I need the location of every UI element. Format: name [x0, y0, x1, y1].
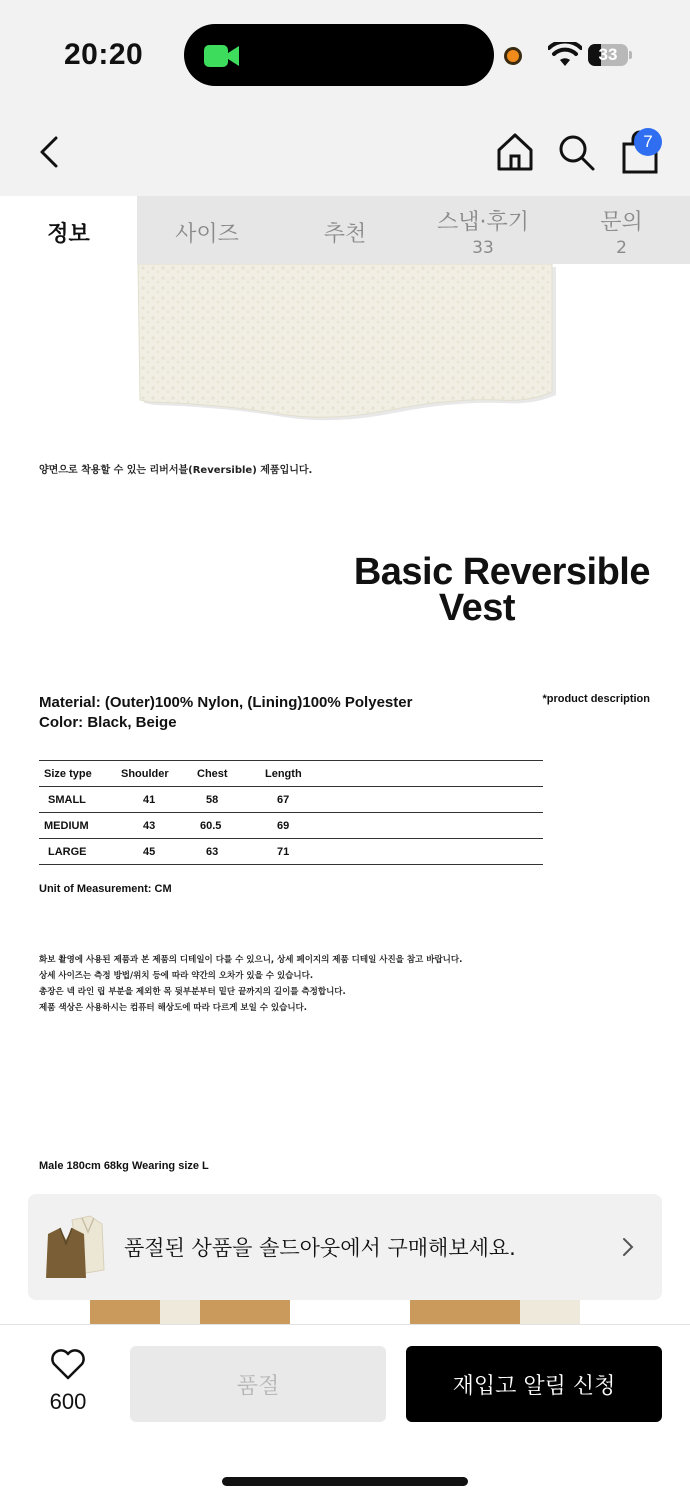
soldout-button[interactable]: 품절 [130, 1346, 386, 1422]
bottom-action-bar [0, 1324, 690, 1500]
table-row [39, 813, 543, 839]
restock-alert-button[interactable]: 재입고 알림 신청 [406, 1346, 662, 1422]
tab-info[interactable] [0, 196, 137, 264]
tab-count: 33 [472, 238, 494, 258]
cart-count-badge: 7 [634, 128, 662, 156]
table-cell: 58 [197, 787, 265, 813]
note-line: 상세 사이즈는 측정 방법/위치 등에 따라 약간의 오차가 있을 수 있습니다. [39, 971, 314, 981]
material-info [39, 693, 412, 733]
table-cell: 41 [121, 787, 197, 813]
table-cell: 69 [265, 813, 543, 839]
banner-text: 품절된 상품을 솔드아웃에서 구매해보세요. [124, 1236, 516, 1260]
table-header-row [39, 761, 543, 787]
table-cell: 45 [121, 839, 197, 865]
size-table [39, 760, 543, 865]
heart-icon[interactable] [50, 1349, 86, 1381]
product-notes [39, 952, 462, 1016]
product-detail-content [0, 264, 690, 1324]
tab-snap-review[interactable] [413, 196, 553, 264]
tab-count: 2 [616, 238, 627, 258]
soldout-banner[interactable] [28, 1194, 662, 1300]
back-arrow-icon[interactable] [36, 132, 64, 172]
note-line: 화보 촬영에 사용된 제품과 본 제품의 디테일이 다를 수 있으니, 상세 페이지의 제품 디테일 사진을 참고 바랍니다. [39, 955, 463, 965]
color-text: Color: Black, Beige [39, 714, 177, 731]
battery-level: 33 [598, 45, 618, 64]
home-indicator [222, 1477, 468, 1486]
tab-label: 스냅·후기 [436, 210, 529, 235]
tab-label: 정보 [47, 222, 90, 247]
description-tag: *product description [542, 693, 650, 705]
note-line: 제품 색상은 사용하시는 컴퓨터 해상도에 따라 다르게 보일 수 있습니다. [39, 1003, 307, 1013]
tab-label: 문의 [600, 210, 643, 235]
table-header: Chest [197, 761, 265, 787]
table-cell: 71 [265, 839, 543, 865]
table-header: Size type [39, 761, 121, 787]
measurement-unit: Unit of Measurement: CM [39, 883, 172, 895]
note-line: 총장은 넥 라인 립 부분을 제외한 목 뒷부분부터 밑단 끝까지의 길이를 측정합니다. [39, 987, 346, 997]
chevron-right-icon [620, 1236, 636, 1258]
facetime-icon [204, 44, 240, 68]
product-vest-image [130, 264, 560, 434]
product-tabs [0, 196, 690, 264]
product-title [300, 551, 650, 629]
table-row [39, 839, 543, 865]
tab-label: 추천 [323, 222, 367, 247]
tab-inquiry[interactable] [553, 196, 690, 264]
like-count: 600 [49, 1389, 87, 1414]
top-nav [0, 110, 690, 196]
dynamic-island [184, 24, 494, 86]
table-cell: 43 [121, 813, 197, 839]
table-row [39, 787, 543, 813]
material-text: Material: (Outer)100% Nylon, (Lining)100% Polyester [39, 694, 413, 711]
table-header: Shoulder [121, 761, 197, 787]
recording-indicator-icon [504, 47, 522, 65]
table-cell: 60.5 [197, 813, 265, 839]
model-photo-preview [0, 1300, 690, 1324]
status-bar [0, 0, 690, 110]
model-wearing-info: Male 180cm 68kg Wearing size L [39, 1160, 209, 1172]
table-header: Length [265, 761, 543, 787]
reversible-note: 양면으로 착용할 수 있는 리버서블(Reversible) 제품입니다. [39, 465, 313, 476]
product-title-line1: Basic Reversible [353, 551, 650, 593]
battery-icon [588, 44, 632, 66]
table-cell: 67 [265, 787, 543, 813]
status-time: 20:20 [64, 38, 144, 71]
table-cell: LARGE [39, 839, 121, 865]
wifi-icon [548, 42, 582, 68]
vest-thumbnail-icon [46, 1214, 106, 1280]
home-icon[interactable] [496, 132, 534, 172]
tab-recommend[interactable] [277, 196, 413, 264]
tab-size[interactable] [137, 196, 277, 264]
table-cell: MEDIUM [39, 813, 121, 839]
search-icon[interactable] [556, 132, 596, 172]
table-cell: SMALL [39, 787, 121, 813]
tab-label: 사이즈 [175, 222, 239, 247]
table-cell: 63 [197, 839, 265, 865]
product-title-line2: Vest [438, 587, 516, 629]
